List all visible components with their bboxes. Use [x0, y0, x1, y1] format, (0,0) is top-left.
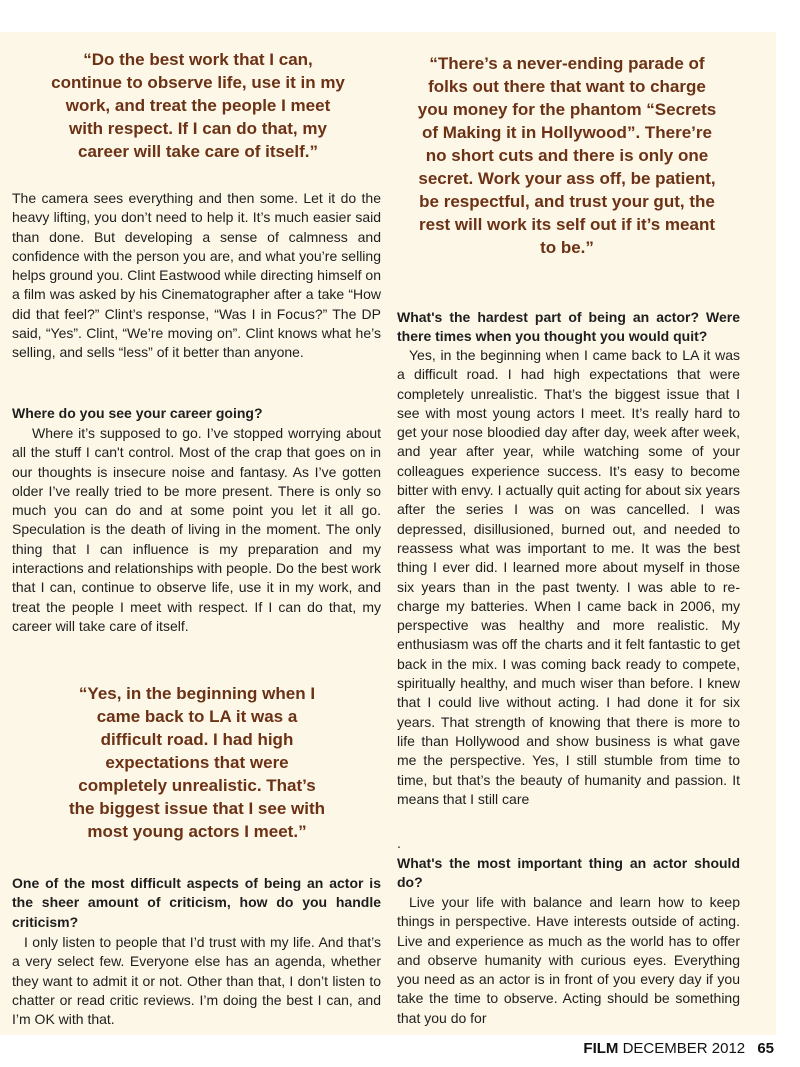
body-paragraph: The camera sees everything and then some. Let it do the heavy lifting, you don’t need to help it. It’s much easier said than done. But developing a sense of calmness and confidence with the person you are, and what you’re selling helps ground you. Clint Eastwood while directing himself on a film was asked by his Cinematographer after a take “How did that feel?” Clint’s response, “Was I in Focus?” The DP said, “Yes”. Clint, “We’re moving on”. Clint knows what he’s selling, and sells “less” of it better than anyone.: [12, 190, 381, 361]
right-column: [397, 32, 740, 1035]
footer-section: FILM: [583, 1040, 619, 1057]
interview-question: One of the most difficult aspects of being an actor is the sheer amount of criticism, how do you handle criticism?: [12, 875, 381, 930]
page-footer: [583, 1040, 774, 1058]
interview-answer: I only listen to people that I’d trust with my life. And that’s a very select few. Everyone else has an agenda, whether they want to admit it or not. Other than that, I don’t listen to chatter or read critic reviews. I’m doing the best I can, and I’m OK with that.: [12, 934, 381, 1028]
interview-answer: Yes, in the beginning when I came back to LA it was a difficult road. I had high expectations that were completely unrealistic. That’s the biggest issue that I see with most young actors I meet. It’s really hard to get your nose bloodied day after day, week after week, and year after year, while watching some of your colleagues experience success. It’s easy to become bitter with envy. I actually quit acting for about six years after the series I was on was cancelled. I was depressed, disillusioned, burned out, and needed to reassess what was important to me. It was the best thing I ever did. I learned more about myself in those six years than in the past twenty. I was able to re-charge my batteries. When I came back in 2006, my perspective was healthy and more realistic. My enthusiasm was off the charts and it felt fantastic to get back in the mix. I was coming back ready to compete, spiritually healthy, and much wiser than before. I knew that I could live without acting. I had done it for six years. That strength of knowing that there is more to life than Hollywood and show business is what gave me the perspective. Yes, I still stumble from time to time, but that’s the beauty of humanity and passion. It means that I still care: [397, 347, 740, 807]
interview-answer: Where it’s supposed to go. I’ve stopped worrying about all the stuff I can't control. Most of the crap that goes on in our thoughts is insecure noise and fantasy. As I’ve gotten older I’ve really tried to be more present. There is only so much you can do and at some point you let it all go. Speculation is the death of living in the moment. The only thing that I can influence is my preparation and my interactions and relationships with people. Do the best work that I can, continue to observe life, use it in my work, and treat the people I meet with respect. If I can do that, my career will take care of itself.: [12, 425, 381, 634]
footer-issue: DECEMBER 2012: [622, 1040, 746, 1057]
interview-question: What's the most important thing an actor should do?: [397, 855, 740, 891]
interview-question: Where do you see your career going?: [12, 405, 263, 421]
interview-question: What's the hardest part of being an actor? Were there times when you thought you would quit?: [397, 309, 740, 345]
magazine-page: [0, 32, 776, 1035]
pull-quote: “Yes, in the beginning when I came back to LA it was a difficult road. I had high expectations that were completely unrealistic. That’s the biggest issue that I see with most young actors I meet.”: [69, 684, 325, 841]
stray-period: .: [397, 835, 401, 851]
interview-answer: Live your life with balance and learn how to keep things in perspective. Have interests outside of acting. Live and experience as much as the world has to offer and observe humanity with curious eyes. Everything you need as an actor is in front of you every day if you take the time to observe. Acting should be something that you do for: [397, 894, 740, 1026]
page-number: 65: [757, 1040, 774, 1057]
left-column: [12, 32, 381, 1035]
pull-quote: “Do the best work that I can, continue to observe life, use it in my work, and treat the people I meet with respect. If I can do that, my career will take care of itself.”: [51, 50, 345, 161]
pull-quote: “There’s a never-ending parade of folks out there that want to charge you money for the phantom “Secrets of Making it in Hollywood”. There’re no short cuts and there is only one secret. Work your ass off, be patient, be respectful, and trust your gut, the rest will work its self out if it’s meant to be.”: [417, 54, 717, 257]
